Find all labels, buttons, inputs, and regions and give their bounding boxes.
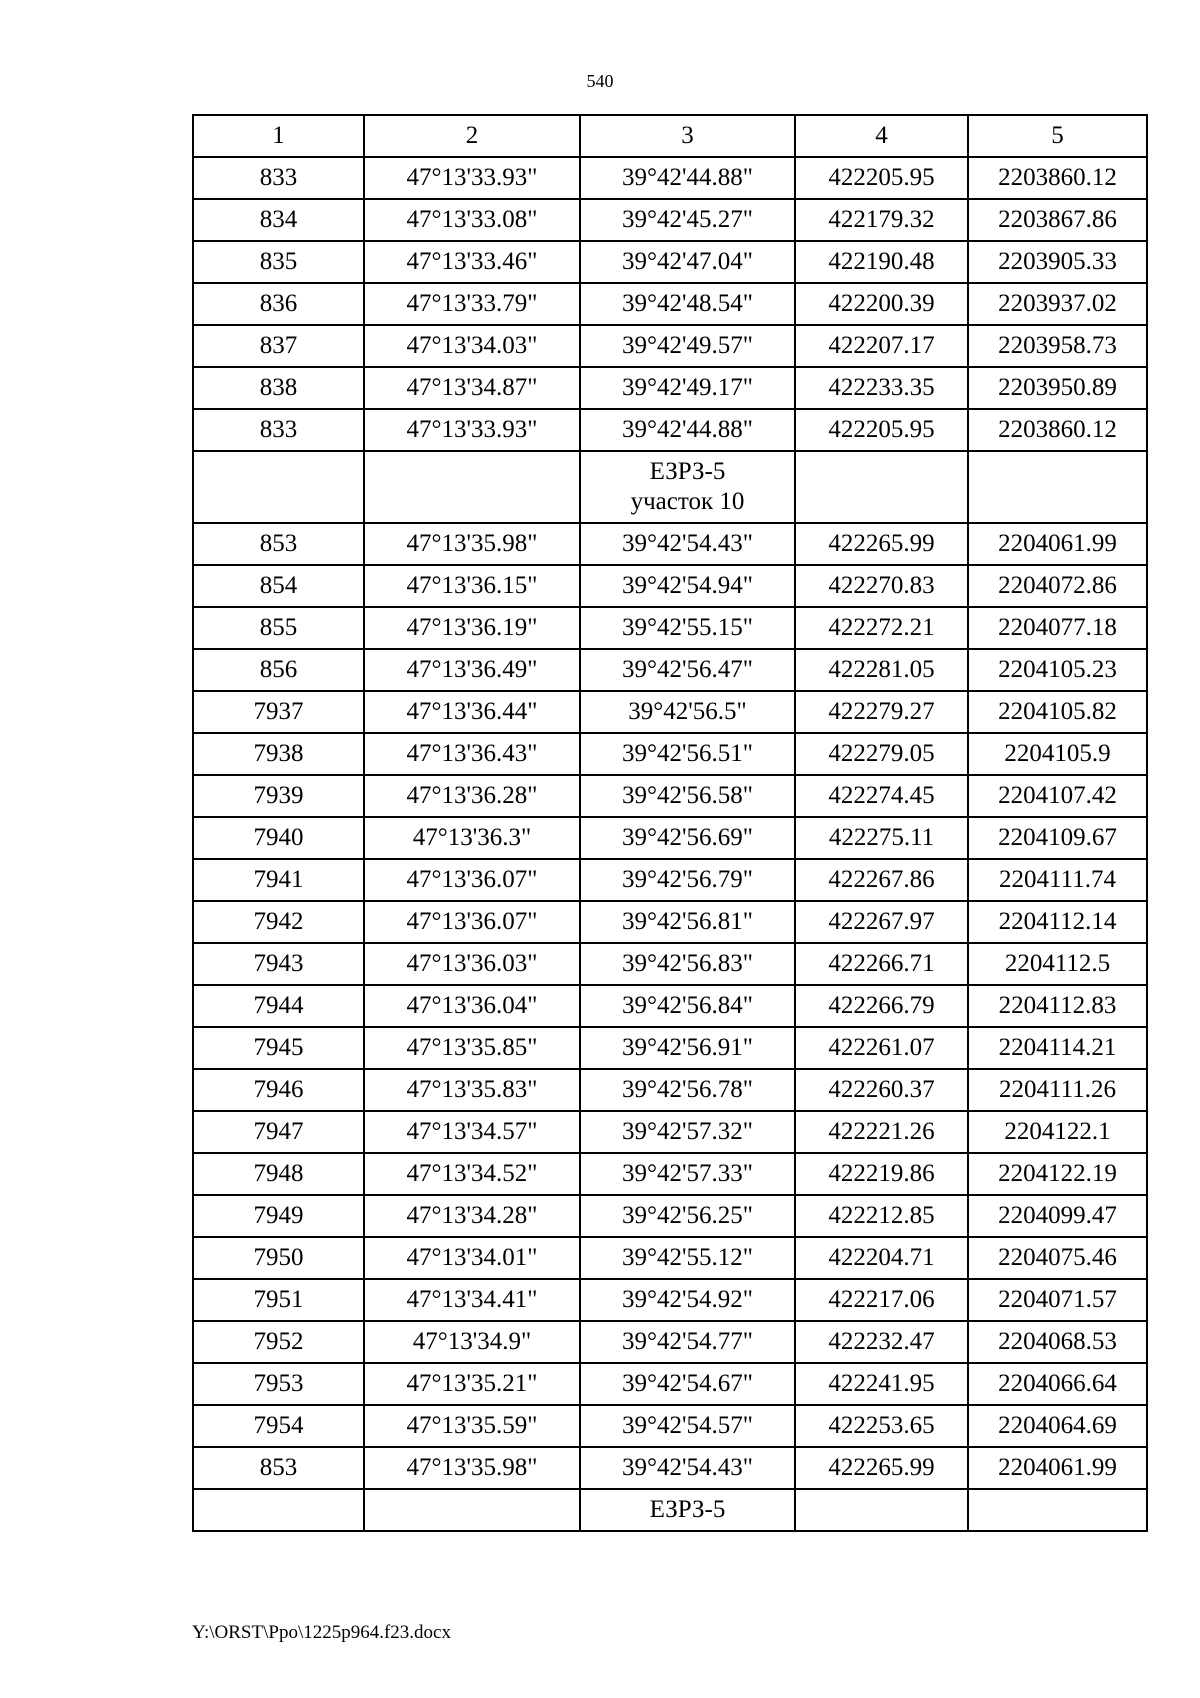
y-coordinate-cell: 2204105.23 [968,649,1147,691]
table-row [193,943,1147,985]
x-coordinate-cell: 422205.95 [795,409,968,451]
x-coordinate-cell: 422204.71 [795,1237,968,1279]
y-coordinate-cell: 2204122.19 [968,1153,1147,1195]
table-row [193,283,1147,325]
table-row [193,985,1147,1027]
y-coordinate-cell: 2204061.99 [968,1447,1147,1489]
point-number-cell: 837 [193,325,364,367]
section-label [580,451,795,523]
latitude-cell: 47°13'36.04" [364,985,580,1027]
y-coordinate-cell: 2203860.12 [968,157,1147,199]
longitude-cell: 39°42'44.88" [580,409,795,451]
y-coordinate-cell: 2203860.12 [968,409,1147,451]
section-label-line: ЕЗРЗ-5 [649,458,726,485]
point-number-cell: 7951 [193,1279,364,1321]
point-number-cell: 7948 [193,1153,364,1195]
table-row [193,1447,1147,1489]
column-header: 1 [193,115,364,157]
table-row [193,817,1147,859]
y-coordinate-cell: 2204111.26 [968,1069,1147,1111]
x-coordinate-cell: 422212.85 [795,1195,968,1237]
latitude-cell: 47°13'35.98" [364,523,580,565]
table-row [193,1111,1147,1153]
table-row [193,691,1147,733]
section-label [580,1489,795,1531]
longitude-cell: 39°42'56.69" [580,817,795,859]
y-coordinate-cell: 2204072.86 [968,565,1147,607]
latitude-cell: 47°13'35.98" [364,1447,580,1489]
table-row [193,649,1147,691]
x-coordinate-cell: 422207.17 [795,325,968,367]
longitude-cell: 39°42'54.57" [580,1405,795,1447]
longitude-cell: 39°42'54.67" [580,1363,795,1405]
x-coordinate-cell: 422279.27 [795,691,968,733]
x-coordinate-cell: 422279.05 [795,733,968,775]
latitude-cell: 47°13'36.07" [364,901,580,943]
y-coordinate-cell: 2204111.74 [968,859,1147,901]
column-header: 4 [795,115,968,157]
latitude-cell: 47°13'36.28" [364,775,580,817]
table-row [193,1069,1147,1111]
x-coordinate-cell: 422241.95 [795,1363,968,1405]
y-coordinate-cell: 2204105.82 [968,691,1147,733]
point-number-cell: 7950 [193,1237,364,1279]
longitude-cell: 39°42'56.91" [580,1027,795,1069]
point-number-cell: 7941 [193,859,364,901]
longitude-cell: 39°42'48.54" [580,283,795,325]
empty-cell [364,451,580,523]
latitude-cell: 47°13'33.46" [364,241,580,283]
longitude-cell: 39°42'55.12" [580,1237,795,1279]
y-coordinate-cell: 2204061.99 [968,523,1147,565]
x-coordinate-cell: 422200.39 [795,283,968,325]
longitude-cell: 39°42'56.25" [580,1195,795,1237]
table-row [193,859,1147,901]
x-coordinate-cell: 422179.32 [795,199,968,241]
y-coordinate-cell: 2204112.5 [968,943,1147,985]
longitude-cell: 39°42'56.84" [580,985,795,1027]
latitude-cell: 47°13'36.19" [364,607,580,649]
longitude-cell: 39°42'56.79" [580,859,795,901]
latitude-cell: 47°13'35.59" [364,1405,580,1447]
longitude-cell: 39°42'54.77" [580,1321,795,1363]
point-number-cell: 7938 [193,733,364,775]
table-row [193,1405,1147,1447]
latitude-cell: 47°13'33.79" [364,283,580,325]
longitude-cell: 39°42'56.81" [580,901,795,943]
x-coordinate-cell: 422221.26 [795,1111,968,1153]
table-row [193,1279,1147,1321]
latitude-cell: 47°13'34.57" [364,1111,580,1153]
longitude-cell: 39°42'44.88" [580,157,795,199]
y-coordinate-cell: 2203958.73 [968,325,1147,367]
point-number-cell: 7943 [193,943,364,985]
column-header: 5 [968,115,1147,157]
point-number-cell: 7947 [193,1111,364,1153]
latitude-cell: 47°13'34.41" [364,1279,580,1321]
point-number-cell: 855 [193,607,364,649]
x-coordinate-cell: 422267.86 [795,859,968,901]
latitude-cell: 47°13'34.87" [364,367,580,409]
latitude-cell: 47°13'34.03" [364,325,580,367]
point-number-cell: 7945 [193,1027,364,1069]
point-number-cell: 853 [193,523,364,565]
latitude-cell: 47°13'35.85" [364,1027,580,1069]
section-label-line: участок 10 [630,488,745,515]
table-row [193,1027,1147,1069]
page-number: 540 [586,71,614,91]
section-label-row [193,1489,1147,1531]
table-row [193,607,1147,649]
y-coordinate-cell: 2203905.33 [968,241,1147,283]
point-number-cell: 835 [193,241,364,283]
column-header: 2 [364,115,580,157]
x-coordinate-cell: 422265.99 [795,523,968,565]
point-number-cell: 833 [193,157,364,199]
table-row [193,1363,1147,1405]
longitude-cell: 39°42'56.83" [580,943,795,985]
empty-cell [968,1489,1147,1531]
x-coordinate-cell: 422260.37 [795,1069,968,1111]
footer-file-path: Y:\ORST\Ppo\1225p964.f23.docx [192,1622,451,1643]
table-body [193,157,1147,1531]
empty-cell [795,451,968,523]
point-number-cell: 7937 [193,691,364,733]
table-row [193,241,1147,283]
x-coordinate-cell: 422233.35 [795,367,968,409]
latitude-cell: 47°13'36.07" [364,859,580,901]
longitude-cell: 39°42'49.17" [580,367,795,409]
y-coordinate-cell: 2204071.57 [968,1279,1147,1321]
latitude-cell: 47°13'36.03" [364,943,580,985]
point-number-cell: 7954 [193,1405,364,1447]
y-coordinate-cell: 2204112.14 [968,901,1147,943]
empty-cell [364,1489,580,1531]
longitude-cell: 39°42'54.43" [580,523,795,565]
y-coordinate-cell: 2204112.83 [968,985,1147,1027]
x-coordinate-cell: 422190.48 [795,241,968,283]
x-coordinate-cell: 422253.65 [795,1405,968,1447]
y-coordinate-cell: 2204077.18 [968,607,1147,649]
empty-cell [193,451,364,523]
y-coordinate-cell: 2204105.9 [968,733,1147,775]
longitude-cell: 39°42'56.78" [580,1069,795,1111]
longitude-cell: 39°42'56.58" [580,775,795,817]
latitude-cell: 47°13'36.49" [364,649,580,691]
x-coordinate-cell: 422205.95 [795,157,968,199]
table-row [193,367,1147,409]
y-coordinate-cell: 2203937.02 [968,283,1147,325]
y-coordinate-cell: 2204109.67 [968,817,1147,859]
y-coordinate-cell: 2204122.1 [968,1111,1147,1153]
x-coordinate-cell: 422266.79 [795,985,968,1027]
table-row [193,157,1147,199]
x-coordinate-cell: 422274.45 [795,775,968,817]
section-label-row [193,451,1147,523]
y-coordinate-cell: 2204107.42 [968,775,1147,817]
x-coordinate-cell: 422281.05 [795,649,968,691]
column-header: 3 [580,115,795,157]
latitude-cell: 47°13'33.08" [364,199,580,241]
point-number-cell: 7952 [193,1321,364,1363]
latitude-cell: 47°13'36.44" [364,691,580,733]
point-number-cell: 833 [193,409,364,451]
point-number-cell: 7946 [193,1069,364,1111]
point-number-cell: 7942 [193,901,364,943]
latitude-cell: 47°13'36.3" [364,817,580,859]
table-row [193,1153,1147,1195]
table-row [193,199,1147,241]
y-coordinate-cell: 2204068.53 [968,1321,1147,1363]
y-coordinate-cell: 2204075.46 [968,1237,1147,1279]
latitude-cell: 47°13'34.28" [364,1195,580,1237]
coordinates-table [192,114,1148,1532]
y-coordinate-cell: 2204114.21 [968,1027,1147,1069]
table-row [193,523,1147,565]
point-number-cell: 853 [193,1447,364,1489]
y-coordinate-cell: 2204099.47 [968,1195,1147,1237]
x-coordinate-cell: 422270.83 [795,565,968,607]
longitude-cell: 39°42'57.32" [580,1111,795,1153]
table-row [193,901,1147,943]
point-number-cell: 7939 [193,775,364,817]
x-coordinate-cell: 422275.11 [795,817,968,859]
x-coordinate-cell: 422265.99 [795,1447,968,1489]
y-coordinate-cell: 2203950.89 [968,367,1147,409]
longitude-cell: 39°42'56.47" [580,649,795,691]
latitude-cell: 47°13'36.15" [364,565,580,607]
table-row [193,1321,1147,1363]
longitude-cell: 39°42'54.92" [580,1279,795,1321]
y-coordinate-cell: 2204064.69 [968,1405,1147,1447]
point-number-cell: 834 [193,199,364,241]
table-row [193,325,1147,367]
longitude-cell: 39°42'57.33" [580,1153,795,1195]
longitude-cell: 39°42'49.57" [580,325,795,367]
longitude-cell: 39°42'45.27" [580,199,795,241]
longitude-cell: 39°42'56.5" [580,691,795,733]
table-header-row [193,115,1147,157]
empty-cell [795,1489,968,1531]
y-coordinate-cell: 2203867.86 [968,199,1147,241]
latitude-cell: 47°13'34.52" [364,1153,580,1195]
x-coordinate-cell: 422219.86 [795,1153,968,1195]
longitude-cell: 39°42'55.15" [580,607,795,649]
point-number-cell: 7953 [193,1363,364,1405]
x-coordinate-cell: 422266.71 [795,943,968,985]
point-number-cell: 7940 [193,817,364,859]
latitude-cell: 47°13'34.9" [364,1321,580,1363]
point-number-cell: 836 [193,283,364,325]
point-number-cell: 838 [193,367,364,409]
point-number-cell: 7949 [193,1195,364,1237]
latitude-cell: 47°13'34.01" [364,1237,580,1279]
point-number-cell: 854 [193,565,364,607]
x-coordinate-cell: 422272.21 [795,607,968,649]
empty-cell [968,451,1147,523]
table-row [193,733,1147,775]
table-row [193,775,1147,817]
x-coordinate-cell: 422217.06 [795,1279,968,1321]
x-coordinate-cell: 422261.07 [795,1027,968,1069]
table-row [193,565,1147,607]
section-label-line: ЕЗРЗ-5 [649,1496,726,1523]
longitude-cell: 39°42'56.51" [580,733,795,775]
longitude-cell: 39°42'54.94" [580,565,795,607]
x-coordinate-cell: 422232.47 [795,1321,968,1363]
latitude-cell: 47°13'33.93" [364,157,580,199]
y-coordinate-cell: 2204066.64 [968,1363,1147,1405]
x-coordinate-cell: 422267.97 [795,901,968,943]
latitude-cell: 47°13'33.93" [364,409,580,451]
empty-cell [193,1489,364,1531]
table-row [193,1195,1147,1237]
longitude-cell: 39°42'54.43" [580,1447,795,1489]
table-row [193,1237,1147,1279]
latitude-cell: 47°13'35.83" [364,1069,580,1111]
latitude-cell: 47°13'35.21" [364,1363,580,1405]
longitude-cell: 39°42'47.04" [580,241,795,283]
point-number-cell: 856 [193,649,364,691]
table-row [193,409,1147,451]
point-number-cell: 7944 [193,985,364,1027]
latitude-cell: 47°13'36.43" [364,733,580,775]
